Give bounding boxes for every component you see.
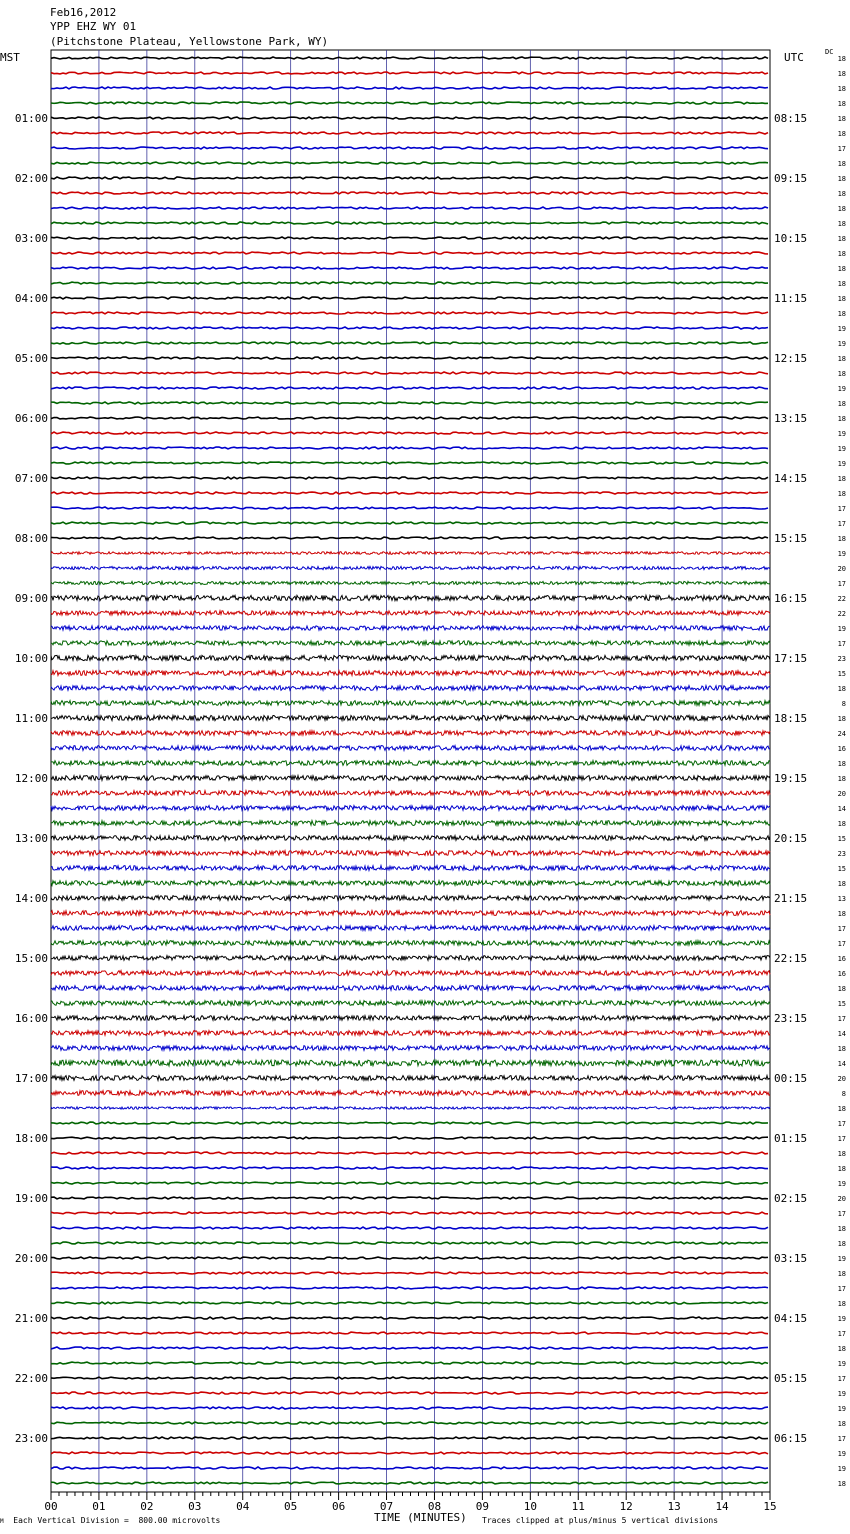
dc-offset-label: 19 bbox=[837, 340, 846, 348]
trace-line bbox=[51, 477, 768, 479]
dc-offset-label: 19 bbox=[837, 1180, 846, 1188]
trace-line bbox=[51, 1016, 770, 1021]
dc-offset-label: 8 bbox=[841, 1090, 846, 1098]
dc-offset-label: 18 bbox=[837, 250, 846, 258]
hour-label-mst: 14:00 bbox=[14, 892, 48, 905]
dc-offset-label: 18 bbox=[837, 760, 846, 768]
dc-offset-label: 17 bbox=[837, 1435, 846, 1443]
dc-offset-label: 18 bbox=[837, 85, 846, 93]
dc-offset-label: 18 bbox=[837, 1105, 846, 1113]
x-tick-label: 06 bbox=[331, 1500, 346, 1513]
hour-label-utc: 17:15 bbox=[774, 652, 808, 665]
dc-offset-label: 17 bbox=[837, 1330, 846, 1338]
trace-line bbox=[51, 207, 768, 209]
trace-line bbox=[51, 1467, 768, 1469]
hour-label-utc: 22:15 bbox=[774, 952, 808, 965]
trace-line bbox=[51, 447, 768, 449]
x-tick-label: 09 bbox=[475, 1500, 490, 1513]
hour-label-mst: 17:00 bbox=[14, 1072, 48, 1085]
hour-label-utc: 16:15 bbox=[774, 592, 808, 605]
dc-offset-label: 18 bbox=[837, 370, 846, 378]
dc-offset-label: 16 bbox=[837, 745, 846, 753]
dc-offset-label: 18 bbox=[837, 1420, 846, 1428]
hour-label-utc: 01:15 bbox=[774, 1132, 808, 1145]
dc-offset-label: 17 bbox=[837, 1375, 846, 1383]
dc-offset-label: 17 bbox=[837, 520, 846, 528]
dc-offset-label: 19 bbox=[837, 1255, 846, 1263]
dc-offset-label: 18 bbox=[837, 235, 846, 243]
dc-offset-label: 19 bbox=[837, 325, 846, 333]
x-tick-label: 07 bbox=[379, 1500, 394, 1513]
hour-label-mst: 05:00 bbox=[14, 352, 48, 365]
dc-offset-label: 18 bbox=[837, 475, 846, 483]
hour-label-mst: 09:00 bbox=[14, 592, 48, 605]
hour-label-mst: 10:00 bbox=[14, 652, 48, 665]
trace-line bbox=[51, 641, 770, 645]
trace-line bbox=[51, 1332, 768, 1334]
x-tick-label: 03 bbox=[188, 1500, 202, 1513]
dc-offset-label: 17 bbox=[837, 1285, 846, 1293]
hour-label-mst: 01:00 bbox=[14, 112, 48, 125]
x-axis-title: TIME (MINUTES) bbox=[374, 1511, 467, 1524]
dc-offset-label: 19 bbox=[837, 1465, 846, 1473]
hour-label-mst: 06:00 bbox=[14, 412, 48, 425]
trace-line bbox=[51, 372, 768, 374]
trace-line bbox=[51, 117, 768, 119]
dc-offset-label: 18 bbox=[837, 280, 846, 288]
dc-offset-label: 18 bbox=[837, 910, 846, 918]
trace-line bbox=[51, 986, 770, 991]
trace-line bbox=[51, 791, 770, 796]
dc-offset-label: 19 bbox=[837, 625, 846, 633]
hour-label-mst: 03:00 bbox=[14, 232, 48, 245]
dc-offset-label: 15 bbox=[837, 1000, 846, 1008]
trace-line bbox=[51, 626, 770, 630]
dc-offset-label: 18 bbox=[837, 1225, 846, 1233]
trace-line bbox=[51, 1107, 770, 1109]
hour-label-utc: 13:15 bbox=[774, 412, 808, 425]
trace-line bbox=[51, 402, 768, 404]
hour-label-utc: 12:15 bbox=[774, 352, 808, 365]
dc-offset-label: 17 bbox=[837, 1015, 846, 1023]
trace-line bbox=[51, 492, 768, 494]
dc-offset-label: 18 bbox=[837, 415, 846, 423]
dc-offset-label: 13 bbox=[837, 895, 846, 903]
trace-line bbox=[51, 655, 770, 660]
trace-line bbox=[51, 836, 770, 841]
station-code: YPP EHZ WY 01 bbox=[50, 20, 137, 33]
trace-line bbox=[51, 611, 770, 615]
trace-line bbox=[51, 432, 768, 434]
trace-line bbox=[51, 1437, 768, 1439]
trace-line bbox=[51, 1287, 768, 1289]
trace-line bbox=[51, 971, 770, 976]
dc-offset-label: 18 bbox=[837, 265, 846, 273]
dc-offset-label: 18 bbox=[837, 985, 846, 993]
hour-label-utc: 10:15 bbox=[774, 232, 808, 245]
dc-offset-label: 18 bbox=[837, 100, 846, 108]
trace-line bbox=[51, 731, 770, 736]
trace-line bbox=[51, 177, 768, 179]
dc-offset-label: 19 bbox=[837, 1390, 846, 1398]
vertical-division-text: Each Vertical Division = 800.00 microvolts bbox=[13, 1516, 221, 1525]
dc-offset-label: 19 bbox=[837, 445, 846, 453]
hour-label-mst: 02:00 bbox=[14, 172, 48, 185]
dc-offset-label: 18 bbox=[837, 1345, 846, 1353]
trace-line bbox=[51, 462, 768, 464]
dc-offset-label: 18 bbox=[837, 160, 846, 168]
dc-offset-label: 23 bbox=[837, 655, 846, 663]
dc-offset-label: 17 bbox=[837, 1135, 846, 1143]
trace-line bbox=[51, 1046, 770, 1051]
clip-note: Traces clipped at plus/minus 5 vertical divisions bbox=[482, 1516, 719, 1525]
dc-offset-label: 18 bbox=[837, 880, 846, 888]
trace-line bbox=[51, 1257, 768, 1259]
dc-offset-label: 18 bbox=[837, 1270, 846, 1278]
dc-offset-label: 20 bbox=[837, 565, 846, 573]
hour-label-utc: 06:15 bbox=[774, 1432, 808, 1445]
hour-label-utc: 09:15 bbox=[774, 172, 808, 185]
dc-offset-label: 23 bbox=[837, 850, 846, 858]
trace-line bbox=[51, 866, 770, 871]
dc-offset-label: 14 bbox=[837, 1060, 846, 1068]
trace-line bbox=[51, 537, 768, 539]
dc-offset-label: 14 bbox=[837, 805, 846, 813]
x-tick-label: 11 bbox=[571, 1500, 585, 1513]
trace-line bbox=[51, 552, 770, 555]
trace-line bbox=[51, 507, 768, 509]
x-tick-label: 13 bbox=[667, 1500, 681, 1513]
x-tick-label: 00 bbox=[44, 1500, 58, 1513]
trace-line bbox=[51, 267, 768, 269]
x-tick-label: 04 bbox=[236, 1500, 250, 1513]
x-tick-label: 14 bbox=[715, 1500, 729, 1513]
x-tick-label: 05 bbox=[284, 1500, 298, 1513]
trace-line bbox=[51, 1407, 768, 1409]
hour-label-mst: 19:00 bbox=[14, 1192, 48, 1205]
x-tick-label: 01 bbox=[92, 1500, 106, 1513]
trace-line bbox=[51, 1317, 768, 1319]
trace-line bbox=[51, 956, 770, 961]
hour-label-mst: 23:00 bbox=[14, 1432, 48, 1445]
trace-line bbox=[51, 357, 768, 359]
trace-line bbox=[51, 1137, 768, 1139]
dc-offset-label: 17 bbox=[837, 1120, 846, 1128]
dc-offset-label: 18 bbox=[837, 685, 846, 693]
trace-line bbox=[51, 926, 770, 931]
dc-offset-label: 17 bbox=[837, 1210, 846, 1218]
vertical-division-note bbox=[0, 1516, 220, 1525]
dc-offset-label: 18 bbox=[837, 355, 846, 363]
trace-line bbox=[51, 1302, 768, 1304]
trace-line bbox=[51, 417, 768, 419]
trace-line bbox=[51, 1242, 768, 1244]
trace-line bbox=[51, 387, 768, 389]
dc-offset-label: 15 bbox=[837, 670, 846, 678]
dc-offset-label: 18 bbox=[837, 130, 846, 138]
trace-line bbox=[51, 147, 768, 149]
dc-offset-label: 20 bbox=[837, 790, 846, 798]
trace-line bbox=[51, 581, 770, 584]
dc-offset-label: 18 bbox=[837, 1240, 846, 1248]
dc-offset-label: 24 bbox=[837, 730, 846, 738]
hour-label-utc: 00:15 bbox=[774, 1072, 808, 1085]
dc-offset-label: 22 bbox=[837, 610, 846, 618]
hour-label-utc: 03:15 bbox=[774, 1252, 808, 1265]
hour-label-utc: 19:15 bbox=[774, 772, 808, 785]
hour-label-utc: 02:15 bbox=[774, 1192, 808, 1205]
trace-line bbox=[51, 1422, 768, 1424]
mst-axis-label: MST bbox=[0, 51, 20, 64]
trace-line bbox=[51, 1152, 768, 1154]
x-tick-label: 02 bbox=[140, 1500, 154, 1513]
hour-label-mst: 04:00 bbox=[14, 292, 48, 305]
hour-label-mst: 07:00 bbox=[14, 472, 48, 485]
trace-line bbox=[51, 1076, 770, 1081]
dc-offset-label: 17 bbox=[837, 640, 846, 648]
dc-offset-label: 19 bbox=[837, 460, 846, 468]
trace-line bbox=[51, 1001, 770, 1006]
trace-line bbox=[51, 282, 768, 284]
dc-offset-label: 18 bbox=[837, 1165, 846, 1173]
trace-line bbox=[51, 911, 770, 916]
hour-label-mst: 21:00 bbox=[14, 1312, 48, 1325]
trace-line bbox=[51, 566, 770, 569]
trace-line bbox=[51, 57, 768, 59]
dc-offset-label: 18 bbox=[837, 535, 846, 543]
dc-offset-label: 22 bbox=[837, 595, 846, 603]
hour-label-mst: 13:00 bbox=[14, 832, 48, 845]
dc-offset-label: 16 bbox=[837, 955, 846, 963]
trace-line bbox=[51, 1272, 768, 1274]
trace-line bbox=[51, 1197, 768, 1199]
dc-offset-label: 19 bbox=[837, 550, 846, 558]
trace-line bbox=[51, 701, 770, 706]
trace-line bbox=[51, 222, 768, 224]
dc-offset-label: 19 bbox=[837, 1360, 846, 1368]
dc-offset-label: 18 bbox=[837, 220, 846, 228]
trace-line bbox=[51, 252, 768, 254]
dc-offset-label: 19 bbox=[837, 1315, 846, 1323]
dc-offset-label: 18 bbox=[837, 820, 846, 828]
trace-line bbox=[51, 87, 768, 89]
dc-offset-label: 19 bbox=[837, 1405, 846, 1413]
dc-offset-label: 18 bbox=[837, 205, 846, 213]
dc-offset-label: 18 bbox=[837, 1480, 846, 1488]
trace-line bbox=[51, 715, 770, 720]
hour-label-mst: 20:00 bbox=[14, 1252, 48, 1265]
x-tick-label: 15 bbox=[763, 1500, 777, 1513]
trace-line bbox=[51, 821, 770, 826]
chart-date: Feb16,2012 bbox=[50, 6, 117, 19]
dc-offset-label: 15 bbox=[837, 835, 846, 843]
trace-line bbox=[51, 595, 770, 600]
trace-line bbox=[51, 192, 768, 194]
trace-line bbox=[51, 1167, 768, 1169]
trace-line bbox=[51, 1377, 768, 1379]
trace-line bbox=[51, 132, 768, 134]
corner-mark: M bbox=[0, 1518, 4, 1525]
hour-label-mst: 12:00 bbox=[14, 772, 48, 785]
trace-line bbox=[51, 776, 770, 781]
dc-offset-label: 18 bbox=[837, 115, 846, 123]
dc-column-label: DC bbox=[825, 48, 834, 56]
trace-line bbox=[51, 1347, 768, 1349]
x-tick-label: 08 bbox=[427, 1500, 442, 1513]
trace-line bbox=[51, 881, 770, 886]
x-tick-label: 10 bbox=[523, 1500, 537, 1513]
dc-offset-label: 18 bbox=[837, 1150, 846, 1158]
dc-offset-label: 18 bbox=[837, 1045, 846, 1053]
trace-line bbox=[51, 761, 770, 766]
dc-offset-label: 18 bbox=[837, 175, 846, 183]
hour-label-utc: 18:15 bbox=[774, 712, 808, 725]
trace-line bbox=[51, 342, 768, 344]
trace-line bbox=[51, 1182, 768, 1184]
trace-line bbox=[51, 1060, 770, 1066]
hour-label-mst: 16:00 bbox=[14, 1012, 48, 1025]
trace-line bbox=[51, 162, 768, 164]
trace-line bbox=[51, 1031, 770, 1036]
dc-offset-label: 18 bbox=[837, 55, 846, 63]
trace-line bbox=[51, 941, 770, 946]
trace-line bbox=[51, 237, 768, 239]
dc-offset-label: 19 bbox=[837, 430, 846, 438]
dc-offset-label: 20 bbox=[837, 1075, 846, 1083]
utc-axis-label: UTC bbox=[784, 51, 804, 64]
dc-offset-label: 18 bbox=[837, 310, 846, 318]
trace-line bbox=[51, 896, 770, 901]
hour-label-utc: 20:15 bbox=[774, 832, 808, 845]
trace-line bbox=[51, 102, 768, 104]
hour-label-utc: 08:15 bbox=[774, 112, 808, 125]
dc-offset-label: 17 bbox=[837, 925, 846, 933]
hour-label-mst: 08:00 bbox=[14, 532, 48, 545]
station-location: (Pitchstone Plateau, Yellowstone Park, WY) bbox=[50, 35, 329, 48]
plot-frame bbox=[51, 50, 770, 1492]
dc-offset-label: 18 bbox=[837, 295, 846, 303]
trace-line bbox=[51, 1362, 768, 1364]
trace-line bbox=[51, 806, 770, 811]
dc-offset-label: 14 bbox=[837, 1030, 846, 1038]
dc-offset-label: 17 bbox=[837, 145, 846, 153]
hour-label-utc: 11:15 bbox=[774, 292, 808, 305]
dc-offset-label: 18 bbox=[837, 70, 846, 78]
trace-line bbox=[51, 72, 768, 74]
trace-line bbox=[51, 1482, 768, 1484]
trace-line bbox=[51, 686, 770, 691]
trace-line bbox=[51, 1452, 768, 1454]
dc-offset-label: 18 bbox=[837, 490, 846, 498]
dc-offset-label: 17 bbox=[837, 505, 846, 513]
dc-offset-label: 19 bbox=[837, 1450, 846, 1458]
trace-line bbox=[51, 1227, 768, 1229]
dc-offset-label: 19 bbox=[837, 385, 846, 393]
trace-line bbox=[51, 1392, 768, 1394]
trace-line bbox=[51, 1212, 768, 1214]
dc-offset-label: 20 bbox=[837, 1195, 846, 1203]
hour-label-mst: 11:00 bbox=[14, 712, 48, 725]
dc-offset-label: 18 bbox=[837, 715, 846, 723]
x-tick-label: 12 bbox=[619, 1500, 633, 1513]
hour-label-utc: 23:15 bbox=[774, 1012, 808, 1025]
trace-line bbox=[51, 1122, 768, 1124]
dc-offset-label: 18 bbox=[837, 190, 846, 198]
hour-label-utc: 21:15 bbox=[774, 892, 808, 905]
hour-label-utc: 15:15 bbox=[774, 532, 808, 545]
dc-offset-label: 16 bbox=[837, 970, 846, 978]
dc-offset-label: 17 bbox=[837, 940, 846, 948]
trace-line bbox=[51, 851, 770, 856]
dc-offset-label: 15 bbox=[837, 865, 846, 873]
hour-label-utc: 14:15 bbox=[774, 472, 808, 485]
hour-label-mst: 22:00 bbox=[14, 1372, 48, 1385]
dc-offset-label: 18 bbox=[837, 775, 846, 783]
dc-offset-label: 18 bbox=[837, 1300, 846, 1308]
trace-line bbox=[51, 522, 768, 524]
dc-offset-label: 8 bbox=[841, 700, 846, 708]
trace-line bbox=[51, 327, 768, 329]
hour-label-mst: 18:00 bbox=[14, 1132, 48, 1145]
dc-offset-label: 17 bbox=[837, 580, 846, 588]
hour-label-utc: 04:15 bbox=[774, 1312, 808, 1325]
hour-label-utc: 05:15 bbox=[774, 1372, 808, 1385]
trace-line bbox=[51, 297, 768, 299]
dc-offset-label: 18 bbox=[837, 400, 846, 408]
trace-line bbox=[51, 671, 770, 676]
trace-line bbox=[51, 746, 770, 751]
trace-line bbox=[51, 1091, 770, 1096]
hour-label-mst: 15:00 bbox=[14, 952, 48, 965]
trace-line bbox=[51, 312, 768, 314]
